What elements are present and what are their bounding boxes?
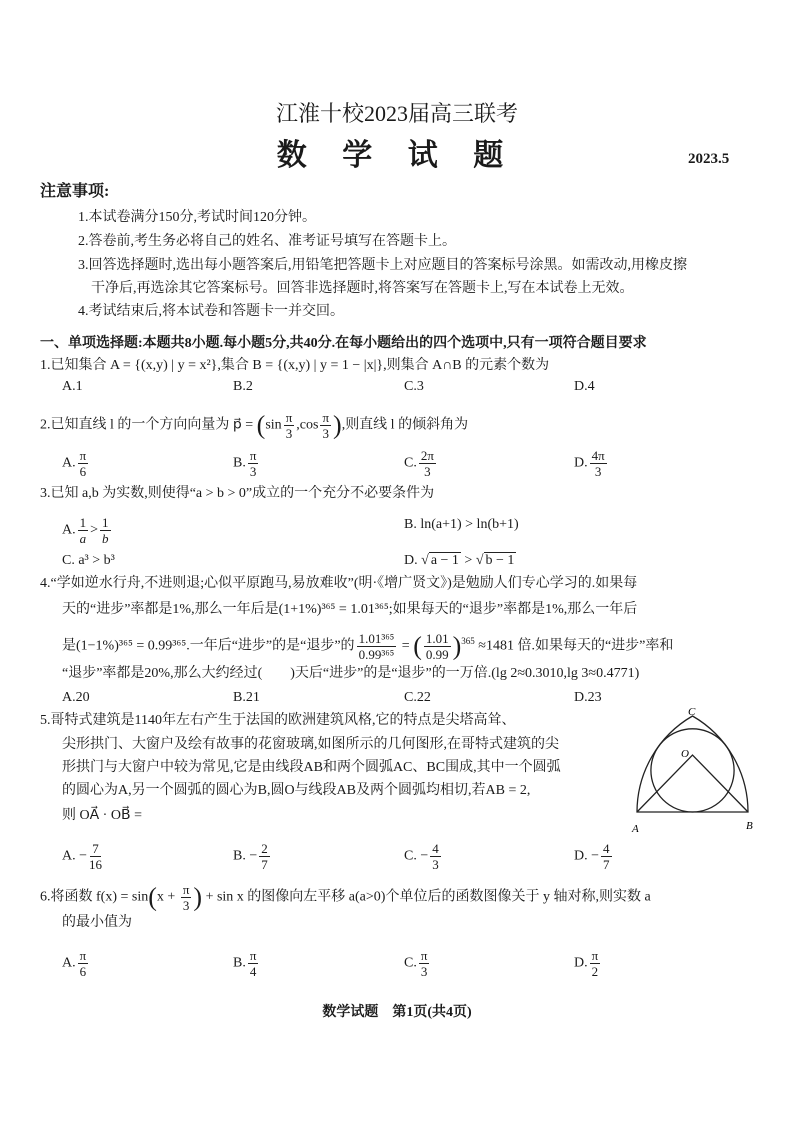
frac-num: π <box>420 948 428 963</box>
option-label: B. <box>233 955 246 971</box>
eq: = <box>398 638 414 654</box>
exam-date: 2023.5 <box>688 151 730 167</box>
frac-num: 7 <box>92 841 99 856</box>
frac-num: π <box>591 948 599 963</box>
sqrt-arg: a − 1 <box>430 553 459 568</box>
frac-num: 4 <box>432 841 439 856</box>
frac-den: a <box>79 531 87 546</box>
q6-option-d[interactable] <box>574 948 602 979</box>
q5-option-d[interactable] <box>574 841 614 872</box>
q4-option-b[interactable]: B.21 <box>233 690 260 705</box>
option-label: A. − <box>62 848 88 864</box>
frac-num: 1.01 <box>425 631 449 646</box>
section-heading: 一、单项选择题:本题共8小题.每小题5分,共40分.在每小题给出的四个选项中,只有一项符合题目要求 <box>40 336 647 351</box>
frac-den: 4 <box>249 964 257 979</box>
q6-option-b[interactable] <box>233 948 260 979</box>
frac-den: 3 <box>322 426 329 441</box>
frac-num: 1 <box>79 515 87 530</box>
option-label: B. <box>233 455 246 471</box>
question-4-line: “退步”率都是20%,那么大约经过( )天后“进步”的是“退步”的一万倍.(lg 2≈0.3010,lg 3≈0.4771) <box>62 666 640 681</box>
note-item: 2.答卷前,考生务必将自己的姓名、准考证号填写在答题卡上。 <box>78 234 456 249</box>
frac-num: 1 <box>102 515 109 530</box>
frac-num: π <box>182 882 190 897</box>
q5-option-a[interactable] <box>62 841 104 872</box>
q4-option-c[interactable]: C.22 <box>404 690 431 705</box>
label-o: O <box>681 748 689 760</box>
q6-option-a[interactable] <box>62 948 90 979</box>
notes-heading: 注意事项: <box>40 183 110 200</box>
frac-den: 3 <box>594 464 602 479</box>
frac-den: 6 <box>79 464 87 479</box>
frac-num: 2π <box>420 448 434 463</box>
note-item: 4.考试结束后,将本试卷和答题卡一并交回。 <box>78 304 344 319</box>
option-label: A. <box>62 955 76 971</box>
q3-option-a[interactable] <box>62 515 113 546</box>
q3-option-d[interactable]: D. √ a − 1 > √ b − 1 <box>404 553 515 568</box>
subject-title: 数 学 试 题 <box>276 139 518 172</box>
frac-num: 4π <box>591 448 605 463</box>
frac-num: π <box>249 948 257 963</box>
option-label: A. <box>62 522 76 538</box>
q6-option-c[interactable] <box>404 948 431 979</box>
frac-num: 2 <box>261 841 268 856</box>
frac-den: 6 <box>79 964 87 979</box>
frac-den: 2 <box>591 964 599 979</box>
frac-den: 3 <box>424 464 431 479</box>
label-c: C <box>688 706 696 718</box>
question-5-line: 5.哥特式建筑是1140年左右产生于法国的欧洲建筑风格,它的特点是尖塔高耸、 <box>40 713 516 728</box>
exam-title: 江淮十校2023届高三联考 <box>275 101 518 126</box>
q2-sin: sin <box>265 417 282 433</box>
frac-den: 3 <box>432 857 439 872</box>
frac-den: 3 <box>285 426 293 441</box>
question-6-text: 6.将函数 f(x) = sin(x + $\frac{\pi}{3}$ ) + sin x 的图像向左平移 a(a>0)个单位后的函数图像关于 y 轴对称,则实数 a <box>40 882 651 913</box>
frac-num: 1.01³⁶⁵ <box>358 631 395 646</box>
gothic-arch-figure <box>620 705 770 840</box>
frac-num: π <box>249 448 257 463</box>
q6-inner: x + <box>156 889 179 905</box>
q3-option-c[interactable]: C. a³ > b³ <box>62 553 115 568</box>
option-label: D. <box>574 455 588 471</box>
frac-den: 0.99 <box>425 647 449 662</box>
q2-post: ,则直线 l 的倾斜角为 <box>341 417 469 433</box>
note-item: 干净后,再选涂其它答案标号。回答非选择题时,将答案写在答题卡上,写在本试卷上无效。 <box>91 281 634 296</box>
frac-den: b <box>102 531 109 546</box>
q5-option-c[interactable] <box>404 841 443 872</box>
frac-num: π <box>285 410 293 425</box>
q4-option-d[interactable]: D.23 <box>574 690 602 705</box>
option-label: D. <box>574 955 588 971</box>
q4-text: ≈1481 倍.如果每天的“进步”率和 <box>474 638 674 654</box>
frac-num: π <box>79 448 87 463</box>
q6-post: + sin x 的图像向左平移 a(a>0)个单位后的函数图像关于 y 轴对称,则实数 a <box>202 889 651 905</box>
option-label: B. − <box>233 848 258 864</box>
q2-cos: ,cos <box>296 417 319 433</box>
frac-den: 16 <box>89 857 103 872</box>
question-5-line: 的圆心为A,另一个圆弧的圆心为B,圆O与线段AB及两个圆弧均相切,若AB = 2, <box>62 783 531 798</box>
question-4-line: 4.“学如逆水行舟,不进则退;心似平原跑马,易放难收”(明·《增广贤文》)是勉励人们专心学习的.如果每 <box>40 576 638 591</box>
question-1-text: 1.已知集合 A = {(x,y) | y = x²},集合 B = {(x,y) | y = 1 − |x|},则集合 A∩B 的元素个数为 <box>40 358 550 373</box>
option-label: D. − <box>574 848 600 864</box>
q2-option-d[interactable] <box>574 448 609 479</box>
frac-num: π <box>322 410 330 425</box>
frac-den: 7 <box>261 857 268 872</box>
option-label: A. <box>62 455 76 471</box>
gt: > <box>90 522 99 538</box>
question-2-text: 2.已知直线 l 的一个方向向量为 p⃗ = (sin $\frac{\pi}{3}$ ,cos $\frac{\pi}{3}$ ),则直线 l 的倾斜角为 <box>40 410 469 441</box>
frac-den: 0.99³⁶⁵ <box>358 647 395 662</box>
option-label: C. <box>404 455 417 471</box>
option-label: C. <box>404 955 417 971</box>
question-5-line: 形拱门与大窗户中较为常见,它是由线段AB和两个圆弧AC、BC围成,其中一个圆弧 <box>62 760 561 775</box>
label-b: B <box>746 820 753 832</box>
gt: > <box>460 553 476 568</box>
question-5-line: 尖形拱门、大窗户及绘有故事的花窗玻璃,如图所示的几何图形,在哥特式建筑的尖 <box>62 737 559 752</box>
question-5-line: 则 OA⃗ · OB⃗ = <box>62 808 142 823</box>
note-item: 3.回答选择题时,选出每小题答案后,用铅笔把答题卡上对应题目的答案标号涂黑。如需改动,用橡皮擦 <box>78 258 687 273</box>
q5-option-b[interactable] <box>233 841 272 872</box>
question-6-line2: 的最小值为 <box>62 915 132 930</box>
q1-option-c[interactable]: C.3 <box>404 379 424 394</box>
q4-text: 是(1−1%)³⁶⁵ = 0.99³⁶⁵.一年后“进步”的是“退步”的 <box>62 638 355 654</box>
q6-pre: 6.将函数 f(x) = sin <box>40 889 149 905</box>
option-label: C. − <box>404 848 429 864</box>
frac-den: 3 <box>420 964 428 979</box>
note-item: 1.本试卷满分150分,考试时间120分钟。 <box>78 210 316 225</box>
q1-option-a[interactable]: A.1 <box>62 379 83 394</box>
question-3-text: 3.已知 a,b 为实数,则使得“a > b > 0”成立的一个充分不必要条件为 <box>40 486 435 501</box>
exponent: 365 <box>461 636 475 647</box>
frac-den: 3 <box>249 464 257 479</box>
sqrt-arg: b − 1 <box>485 553 515 568</box>
q2-option-c[interactable] <box>404 448 438 479</box>
q3-option-b[interactable]: B. ln(a+1) > ln(b+1) <box>404 517 519 532</box>
inscribed-circle <box>651 729 734 812</box>
frac-num: π <box>79 948 87 963</box>
q1-option-d[interactable]: D.4 <box>574 379 595 394</box>
arch-outline <box>637 716 748 812</box>
q1-option-b[interactable]: B.2 <box>233 379 253 394</box>
option-label: D. <box>404 553 422 568</box>
q2-option-b[interactable] <box>233 448 260 479</box>
label-a: A <box>632 823 639 835</box>
question-4-line: 天的“进步”率都是1%,那么一年后是(1+1%)³⁶⁵ = 1.01³⁶⁵;如果每天的“退步”率都是1%,那么一年后 <box>62 602 638 617</box>
frac-den: 3 <box>182 898 190 913</box>
page-footer: 数学试题 第1页(共4页) <box>322 1005 472 1020</box>
frac-den: 7 <box>603 857 610 872</box>
question-4-line: 是(1−1%)³⁶⁵ = 0.99³⁶⁵.一年后“进步”的是“退步”的 $\frac{\text{1.01³⁶⁵}}{\text{0.99³⁶⁵}}$ = ( $\frac{1.01}{0.99}$ )$^{365}$ ≈1481 倍.如果每天的“进步”率和 <box>62 631 674 662</box>
frac-num: 4 <box>603 841 610 856</box>
q2-pre: 2.已知直线 l 的一个方向向量为 p⃗ = <box>40 417 257 433</box>
q4-option-a[interactable]: A.20 <box>62 690 90 705</box>
q2-option-a[interactable] <box>62 448 90 479</box>
